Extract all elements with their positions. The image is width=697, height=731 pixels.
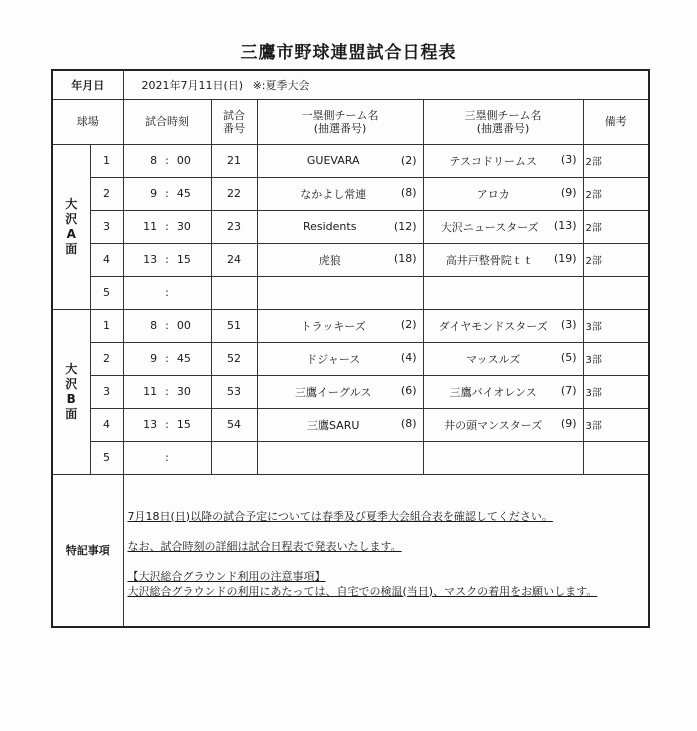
game-number: 23: [211, 210, 257, 243]
time-sep: :: [165, 220, 169, 233]
memo: 2部: [583, 144, 649, 177]
venue-name: [52, 144, 90, 309]
first-base-team: [257, 441, 423, 474]
table-row: [52, 309, 649, 342]
third-base-team: [423, 276, 583, 309]
game-number: 24: [211, 243, 257, 276]
table-row: [52, 375, 649, 408]
time-hour: 11: [143, 385, 158, 398]
game-number: 52: [211, 342, 257, 375]
table-row: [52, 408, 649, 441]
draw-number: (19): [553, 251, 577, 265]
draw-number: (12): [393, 220, 417, 233]
draw-number: (4): [400, 350, 417, 364]
time-hour: 13: [143, 418, 158, 431]
team-name: テスコドリームス: [449, 154, 537, 168]
slot-number: 2: [90, 177, 123, 210]
slot-number: 4: [90, 408, 123, 441]
time-sep: :: [165, 352, 169, 365]
slot-number: 3: [90, 375, 123, 408]
table-row: [52, 144, 649, 177]
game-time: [123, 144, 211, 177]
time-sep: :: [165, 286, 169, 299]
first-base-team: [257, 177, 423, 210]
third-base-team: [423, 309, 583, 342]
venue-name-char: 沢: [65, 376, 78, 391]
time-minute: 00: [176, 319, 191, 332]
header-third-base: [423, 99, 583, 144]
game-time: [123, 309, 211, 342]
team-name: トラッキーズ: [300, 319, 366, 333]
first-base-team: [257, 408, 423, 441]
slot-number: 1: [90, 144, 123, 177]
team-name: 三鷹SARU: [307, 418, 360, 432]
team-name: なかよし常連: [300, 187, 367, 201]
time-hour: [135, 451, 157, 464]
third-base-team: [423, 243, 583, 276]
game-number: [211, 441, 257, 474]
venue-name-char: A: [66, 226, 76, 241]
draw-number: (3): [560, 317, 577, 331]
time-sep: :: [165, 154, 169, 167]
team-name: マッスルズ: [466, 352, 521, 366]
header-game-no-2: 番号: [223, 121, 245, 135]
first-base-team: [257, 276, 423, 309]
team-name: 井の頭マンスターズ: [444, 418, 543, 432]
team-name: GUEVARA: [306, 154, 360, 167]
table-row: [52, 441, 649, 474]
time-hour: 9: [150, 352, 158, 365]
date-row: [52, 70, 649, 99]
date-value-cell: [123, 70, 649, 99]
time-minute: [177, 286, 199, 299]
game-time: [123, 441, 211, 474]
game-number: 53: [211, 375, 257, 408]
draw-number: (9): [560, 416, 577, 430]
memo: [583, 276, 649, 309]
team-name: ダイヤモンドスターズ: [438, 319, 548, 333]
draw-number: (2): [400, 154, 417, 167]
game-number: 22: [211, 177, 257, 210]
game-time: [123, 210, 211, 243]
note-line-2: なお、試合時刻の詳細は試合日程表で発表いたします。: [127, 539, 402, 553]
team-name: Residents: [302, 220, 357, 233]
draw-number: (6): [400, 383, 417, 397]
time-sep: :: [165, 319, 169, 332]
header-row: [52, 99, 649, 144]
game-time: [123, 243, 211, 276]
draw-number: (18): [393, 251, 417, 265]
header-first-2: (抽選番号): [313, 121, 367, 135]
draw-number: (8): [400, 185, 417, 199]
team-name: ドジャース: [306, 352, 361, 366]
first-base-team: [257, 144, 423, 177]
table-row: [52, 243, 649, 276]
memo: 3部: [583, 375, 649, 408]
header-game-no-1: 試合: [223, 108, 245, 122]
draw-number: (13): [553, 218, 577, 232]
time-minute: 30: [176, 220, 191, 233]
table-row: [52, 276, 649, 309]
venue-name-char: 沢: [65, 211, 78, 226]
time-hour: 8: [150, 319, 158, 332]
header-first-1: 一塁側チーム名: [301, 108, 379, 122]
memo: 2部: [583, 243, 649, 276]
header-memo: 備考: [583, 99, 649, 144]
game-number: 21: [211, 144, 257, 177]
slot-number: 1: [90, 309, 123, 342]
team-name: 三鷹バイオレンス: [449, 385, 537, 399]
memo: 3部: [583, 408, 649, 441]
schedule-table: [51, 69, 650, 628]
venue-name-char: 面: [65, 406, 78, 421]
draw-number: (2): [400, 317, 417, 331]
third-base-team: [423, 342, 583, 375]
venue-name-char: B: [66, 391, 76, 406]
game-number: [211, 276, 257, 309]
time-minute: [177, 451, 199, 464]
memo: 3部: [583, 309, 649, 342]
note-line-4: 大沢総合グラウンドの利用にあたっては、自宅での検温(当日)、マスクの着用をお願いします。: [127, 584, 598, 598]
team-name: 虎狼: [318, 253, 341, 267]
date-label: 年月日: [52, 70, 123, 99]
memo: [583, 441, 649, 474]
time-sep: :: [165, 253, 169, 266]
time-sep: :: [165, 451, 169, 464]
first-base-team: [257, 243, 423, 276]
table-row: [52, 342, 649, 375]
header-third-1: 三塁側チーム名: [464, 108, 542, 122]
page-title: 三鷹市野球連盟試合日程表: [240, 43, 457, 63]
venue-name-char: 大: [65, 196, 78, 211]
time-minute: 15: [176, 418, 191, 431]
slot-number: 5: [90, 441, 123, 474]
venue-name-char: 大: [65, 361, 78, 376]
time-minute: 45: [176, 352, 191, 365]
table-row: [52, 177, 649, 210]
draw-number: (3): [560, 152, 577, 166]
team-name: 三鷹イーグルス: [295, 385, 372, 399]
third-base-team: [423, 210, 583, 243]
venue-name-char: 面: [65, 241, 78, 256]
event-name: ※:夏季大会: [252, 78, 310, 92]
team-name: 高井戸整骨院ｔｔ: [445, 253, 534, 267]
header-time: 試合時刻: [123, 99, 211, 144]
slot-number: 5: [90, 276, 123, 309]
note-line-1: 7月18日(日)以降の試合予定については春季及び夏季大会組合表を確認してください。: [127, 509, 553, 523]
table-row: [52, 210, 649, 243]
game-time: [123, 375, 211, 408]
time-minute: 30: [176, 385, 191, 398]
memo: 2部: [583, 210, 649, 243]
team-name: 大沢ニュースターズ: [440, 220, 539, 234]
team-name: アロカ: [476, 187, 510, 201]
game-number: 54: [211, 408, 257, 441]
venue-name: [52, 309, 90, 474]
time-sep: :: [165, 187, 169, 200]
notes-body: [123, 474, 649, 627]
third-base-team: [423, 408, 583, 441]
header-game-no: [211, 99, 257, 144]
third-base-team: [423, 144, 583, 177]
first-base-team: [257, 210, 423, 243]
slot-number: 4: [90, 243, 123, 276]
game-time: [123, 276, 211, 309]
time-hour: 11: [143, 220, 158, 233]
memo: 2部: [583, 177, 649, 210]
third-base-team: [423, 177, 583, 210]
third-base-team: [423, 441, 583, 474]
draw-number: (5): [560, 350, 577, 364]
time-minute: 00: [176, 154, 191, 167]
time-minute: 15: [176, 253, 191, 266]
game-time: [123, 342, 211, 375]
first-base-team: [257, 309, 423, 342]
time-minute: 45: [176, 187, 191, 200]
time-hour: 13: [143, 253, 158, 266]
note-line-3: 【大沢総合グラウンド利用の注意事項】: [127, 569, 326, 583]
time-sep: :: [165, 385, 169, 398]
draw-number: (7): [560, 383, 577, 397]
header-first-base: [257, 99, 423, 144]
first-base-team: [257, 342, 423, 375]
game-time: [123, 177, 211, 210]
time-hour: [135, 286, 157, 299]
header-venue: 球場: [52, 99, 123, 144]
time-hour: 9: [150, 187, 158, 200]
first-base-team: [257, 375, 423, 408]
slot-number: 3: [90, 210, 123, 243]
slot-number: 2: [90, 342, 123, 375]
time-hour: 8: [150, 154, 158, 167]
date-value: 2021年7月11日(日): [141, 78, 244, 92]
notes-row: [52, 474, 649, 627]
memo: 3部: [583, 342, 649, 375]
draw-number: (8): [400, 416, 417, 430]
third-base-team: [423, 375, 583, 408]
time-sep: :: [165, 418, 169, 431]
draw-number: (9): [560, 185, 577, 199]
notes-label: 特記事項: [52, 474, 123, 627]
game-time: [123, 408, 211, 441]
game-number: 51: [211, 309, 257, 342]
header-third-2: (抽選番号): [476, 121, 530, 135]
